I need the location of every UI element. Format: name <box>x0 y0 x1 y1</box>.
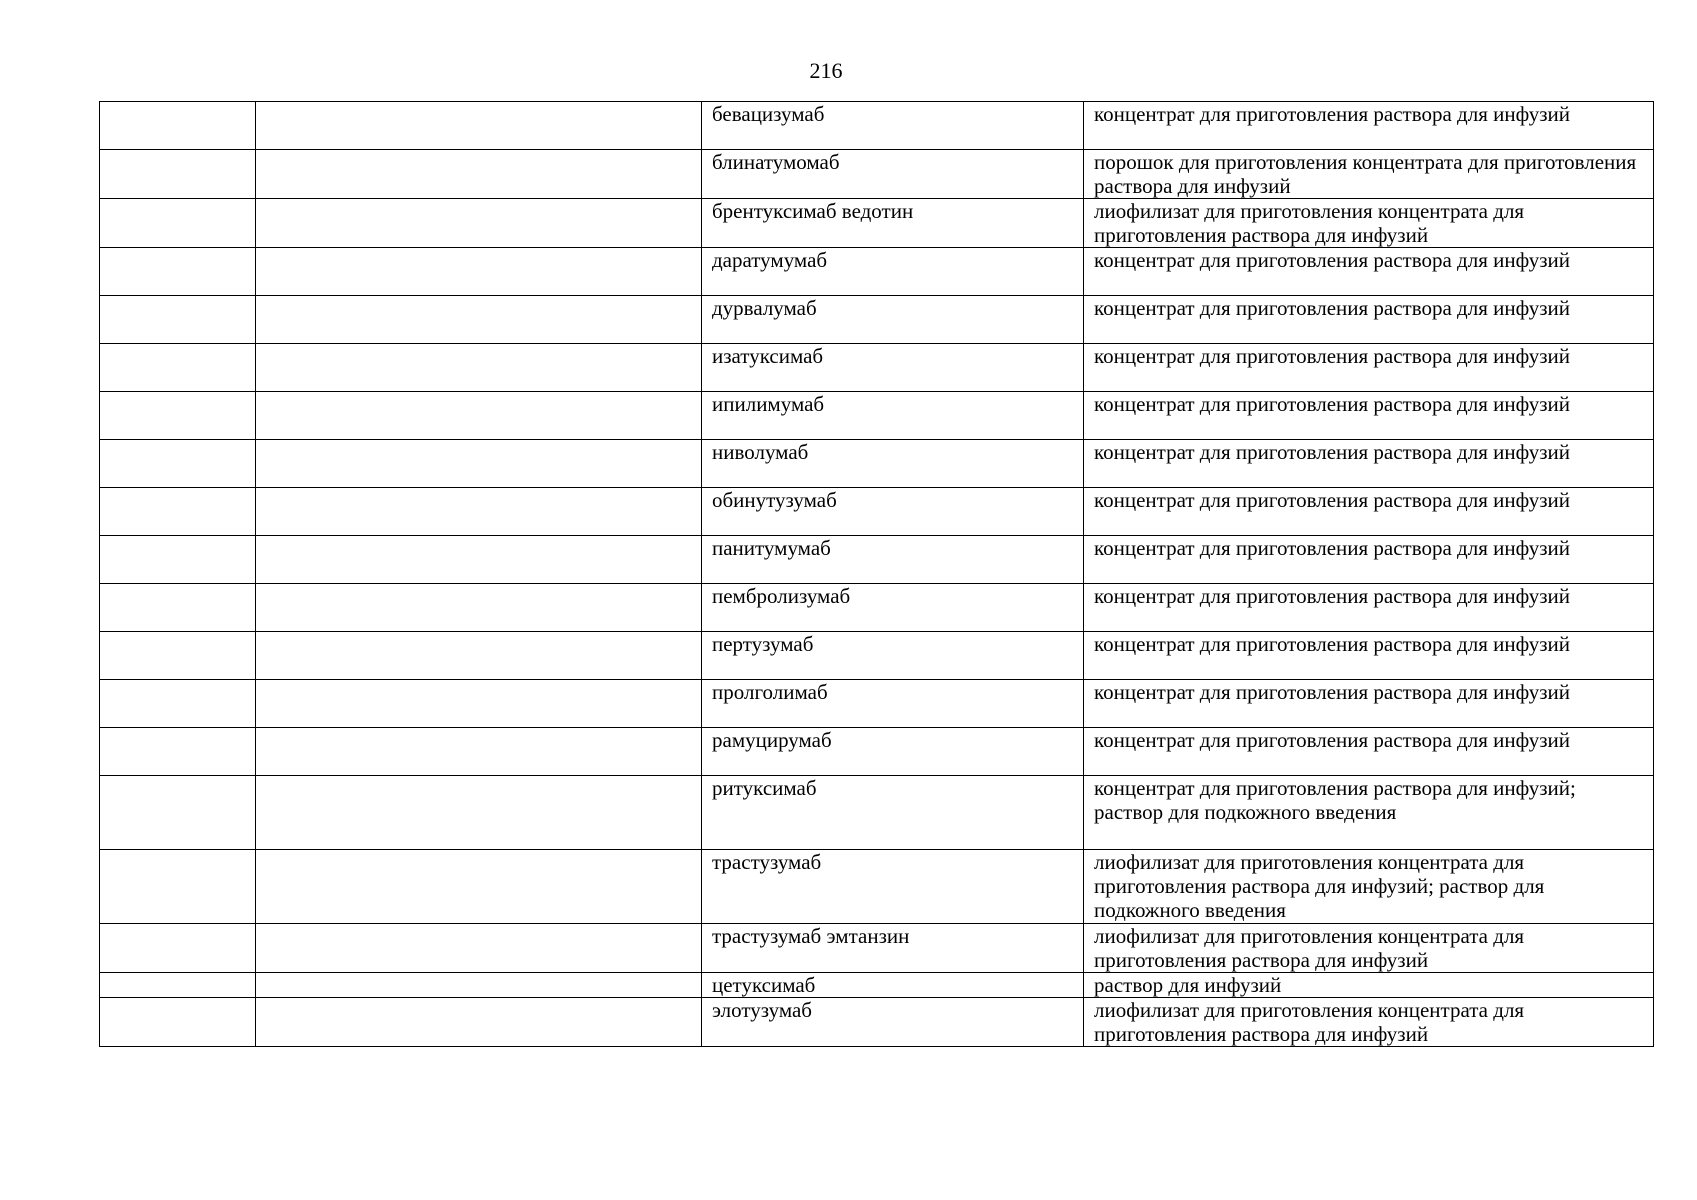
dosage-form-cell: концентрат для приготовления раствора для инфузий <box>1084 488 1654 536</box>
group-cell <box>256 776 702 850</box>
table-row <box>100 632 1654 680</box>
drug-name-cell: даратумумаб <box>702 248 1084 296</box>
dosage-form-cell: порошок для приготовления концентрата для приготовления раствора для инфузий <box>1084 150 1654 199</box>
table-row <box>100 728 1654 776</box>
dosage-form-cell: лиофилизат для приготовления концентрата для приготовления раствора для инфузий <box>1084 998 1654 1047</box>
table-row <box>100 248 1654 296</box>
table-row <box>100 199 1654 248</box>
drug-name-cell: пролголимаб <box>702 680 1084 728</box>
group-cell <box>256 973 702 998</box>
dosage-form-cell: лиофилизат для приготовления концентрата для приготовления раствора для инфузий <box>1084 199 1654 248</box>
table-row <box>100 998 1654 1047</box>
drug-name-cell: пембролизумаб <box>702 584 1084 632</box>
dosage-form-cell: концентрат для приготовления раствора для инфузий <box>1084 584 1654 632</box>
table-row <box>100 776 1654 850</box>
drug-name-cell: элотузумаб <box>702 998 1084 1047</box>
table-row <box>100 440 1654 488</box>
drug-name-cell: брентуксимаб ведотин <box>702 199 1084 248</box>
drug-name-cell: бевацизумаб <box>702 102 1084 150</box>
dosage-form-cell: концентрат для приготовления раствора для инфузий <box>1084 728 1654 776</box>
table-row <box>100 973 1654 998</box>
atc-code-cell <box>100 344 256 392</box>
drug-name-cell: дурвалумаб <box>702 296 1084 344</box>
group-cell <box>256 632 702 680</box>
table-row <box>100 102 1654 150</box>
group-cell <box>256 680 702 728</box>
atc-code-cell <box>100 536 256 584</box>
atc-code-cell <box>100 488 256 536</box>
drug-name-cell: цетуксимаб <box>702 973 1084 998</box>
dosage-form-cell: лиофилизат для приготовления концентрата для приготовления раствора для инфузий; раствор для подкожного введения <box>1084 850 1654 924</box>
group-cell <box>256 296 702 344</box>
group-cell <box>256 102 702 150</box>
drug-name-cell: трастузумаб <box>702 850 1084 924</box>
atc-code-cell <box>100 850 256 924</box>
table-row <box>100 924 1654 973</box>
group-cell <box>256 998 702 1047</box>
dosage-form-cell: концентрат для приготовления раствора для инфузий <box>1084 392 1654 440</box>
drug-name-cell: пертузумаб <box>702 632 1084 680</box>
atc-code-cell <box>100 998 256 1047</box>
drug-name-cell: трастузумаб эмтанзин <box>702 924 1084 973</box>
dosage-form-cell: концентрат для приготовления раствора для инфузий <box>1084 248 1654 296</box>
dosage-form-cell: концентрат для приготовления раствора для инфузий <box>1084 296 1654 344</box>
atc-code-cell <box>100 248 256 296</box>
atc-code-cell <box>100 776 256 850</box>
drug-name-cell: ниволумаб <box>702 440 1084 488</box>
atc-code-cell <box>100 924 256 973</box>
table-row <box>100 392 1654 440</box>
dosage-form-cell: раствор для инфузий <box>1084 973 1654 998</box>
dosage-form-cell: концентрат для приготовления раствора для инфузий <box>1084 440 1654 488</box>
drug-name-cell: обинутузумаб <box>702 488 1084 536</box>
atc-code-cell <box>100 632 256 680</box>
atc-code-cell <box>100 973 256 998</box>
table-row <box>100 488 1654 536</box>
group-cell <box>256 536 702 584</box>
group-cell <box>256 584 702 632</box>
group-cell <box>256 728 702 776</box>
group-cell <box>256 924 702 973</box>
group-cell <box>256 150 702 199</box>
atc-code-cell <box>100 150 256 199</box>
dosage-form-cell: концентрат для приготовления раствора для инфузий <box>1084 102 1654 150</box>
dosage-form-cell: концентрат для приготовления раствора для инфузий <box>1084 680 1654 728</box>
group-cell <box>256 440 702 488</box>
dosage-form-cell: концентрат для приготовления раствора для инфузий; раствор для подкожного введения <box>1084 776 1654 850</box>
table-row <box>100 850 1654 924</box>
table-row <box>100 150 1654 199</box>
dosage-form-cell: концентрат для приготовления раствора для инфузий <box>1084 536 1654 584</box>
drug-name-cell: ипилимумаб <box>702 392 1084 440</box>
atc-code-cell <box>100 199 256 248</box>
drug-name-cell: ритуксимаб <box>702 776 1084 850</box>
table-row <box>100 536 1654 584</box>
dosage-form-cell: концентрат для приготовления раствора для инфузий <box>1084 344 1654 392</box>
table-row <box>100 680 1654 728</box>
drug-name-cell: рамуцирумаб <box>702 728 1084 776</box>
drug-name-cell: панитумумаб <box>702 536 1084 584</box>
dosage-form-cell: лиофилизат для приготовления концентрата для приготовления раствора для инфузий <box>1084 924 1654 973</box>
group-cell <box>256 248 702 296</box>
drug-name-cell: блинатумомаб <box>702 150 1084 199</box>
table-row <box>100 296 1654 344</box>
atc-code-cell <box>100 440 256 488</box>
atc-code-cell <box>100 392 256 440</box>
table-row <box>100 344 1654 392</box>
group-cell <box>256 488 702 536</box>
atc-code-cell <box>100 680 256 728</box>
drug-table <box>99 101 1654 1047</box>
group-cell <box>256 344 702 392</box>
group-cell <box>256 199 702 248</box>
atc-code-cell <box>100 584 256 632</box>
table-row <box>100 584 1654 632</box>
atc-code-cell <box>100 102 256 150</box>
drug-name-cell: изатуксимаб <box>702 344 1084 392</box>
group-cell <box>256 392 702 440</box>
group-cell <box>256 850 702 924</box>
atc-code-cell <box>100 728 256 776</box>
atc-code-cell <box>100 296 256 344</box>
dosage-form-cell: концентрат для приготовления раствора для инфузий <box>1084 632 1654 680</box>
page-number: 216 <box>809 58 843 83</box>
